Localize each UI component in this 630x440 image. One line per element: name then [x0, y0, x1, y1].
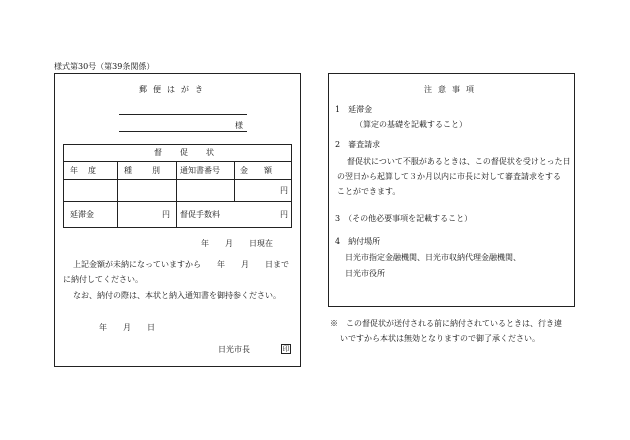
note-2-title: 2 審査請求	[335, 140, 381, 149]
header-year: 年度	[70, 166, 106, 175]
note-4-line-2: 日光市役所	[345, 269, 385, 278]
postcard-front	[54, 73, 301, 367]
note-2-line-3: ことができます。	[337, 187, 401, 196]
note-2-line-1: 督促状について不服があるときは、この督促状を受けとった日	[347, 157, 571, 166]
note-1-title: 1 延滞金	[335, 105, 373, 114]
table-rule	[117, 161, 118, 228]
fee-label: 督促手数料	[180, 210, 220, 219]
table-rule	[64, 201, 292, 202]
body-line-2: に納付してください。	[63, 275, 143, 284]
note-4-line-1: 日光市指定金融機関、日光市収納代理金融機関、	[345, 253, 521, 262]
name-line	[119, 131, 247, 132]
seal-mark: 印	[282, 345, 290, 353]
date-current: 年 月 日現在	[201, 239, 273, 248]
fee-yen: 円	[280, 210, 288, 219]
note-4-title: 4 納付場所	[335, 237, 381, 246]
issuer: 日光市長	[218, 345, 250, 354]
header-amount: 金額	[240, 166, 288, 175]
note-1-text: （算定の基礎を記載すること）	[355, 120, 467, 129]
note-2-line-2: の翌日から起算して３か月以内に市長に対して審査請求をする	[337, 172, 561, 181]
address-line	[119, 114, 247, 115]
late-fee-yen: 円	[162, 210, 170, 219]
date-issue: 年 月 日	[99, 323, 155, 332]
table-rule	[64, 161, 292, 162]
header-category: 種別	[124, 166, 180, 175]
body-line-3: なお、納付の際は、本状と納入通知書を御持参ください。	[73, 291, 281, 300]
amount-yen: 円	[280, 186, 288, 195]
table-rule	[234, 161, 235, 201]
postcard-title: 郵便はがき	[139, 85, 209, 94]
table-title: 督促状	[154, 148, 232, 157]
late-fee-label: 延滞金	[70, 210, 94, 219]
footnote-line-1: ※ この督促状が送付される前に納付されているときは、行き違	[330, 319, 562, 328]
header-notice-no: 通知書番号	[180, 166, 220, 175]
body-line-1: 上記金額が未納になっていますから 年 月 日まで	[73, 260, 289, 269]
notes-panel	[328, 73, 575, 307]
notes-title: 注意事項	[424, 85, 480, 94]
table-rule	[64, 179, 292, 180]
footnote-line-2: いですから本状は無効となりますので御了承ください。	[340, 334, 540, 343]
invoice-table	[63, 144, 292, 228]
addressee-suffix: 様	[235, 121, 243, 130]
form-label: 様式第30号（第39条関係）	[54, 62, 155, 71]
note-3: 3 （その他必要事項を記載すること）	[335, 214, 473, 223]
